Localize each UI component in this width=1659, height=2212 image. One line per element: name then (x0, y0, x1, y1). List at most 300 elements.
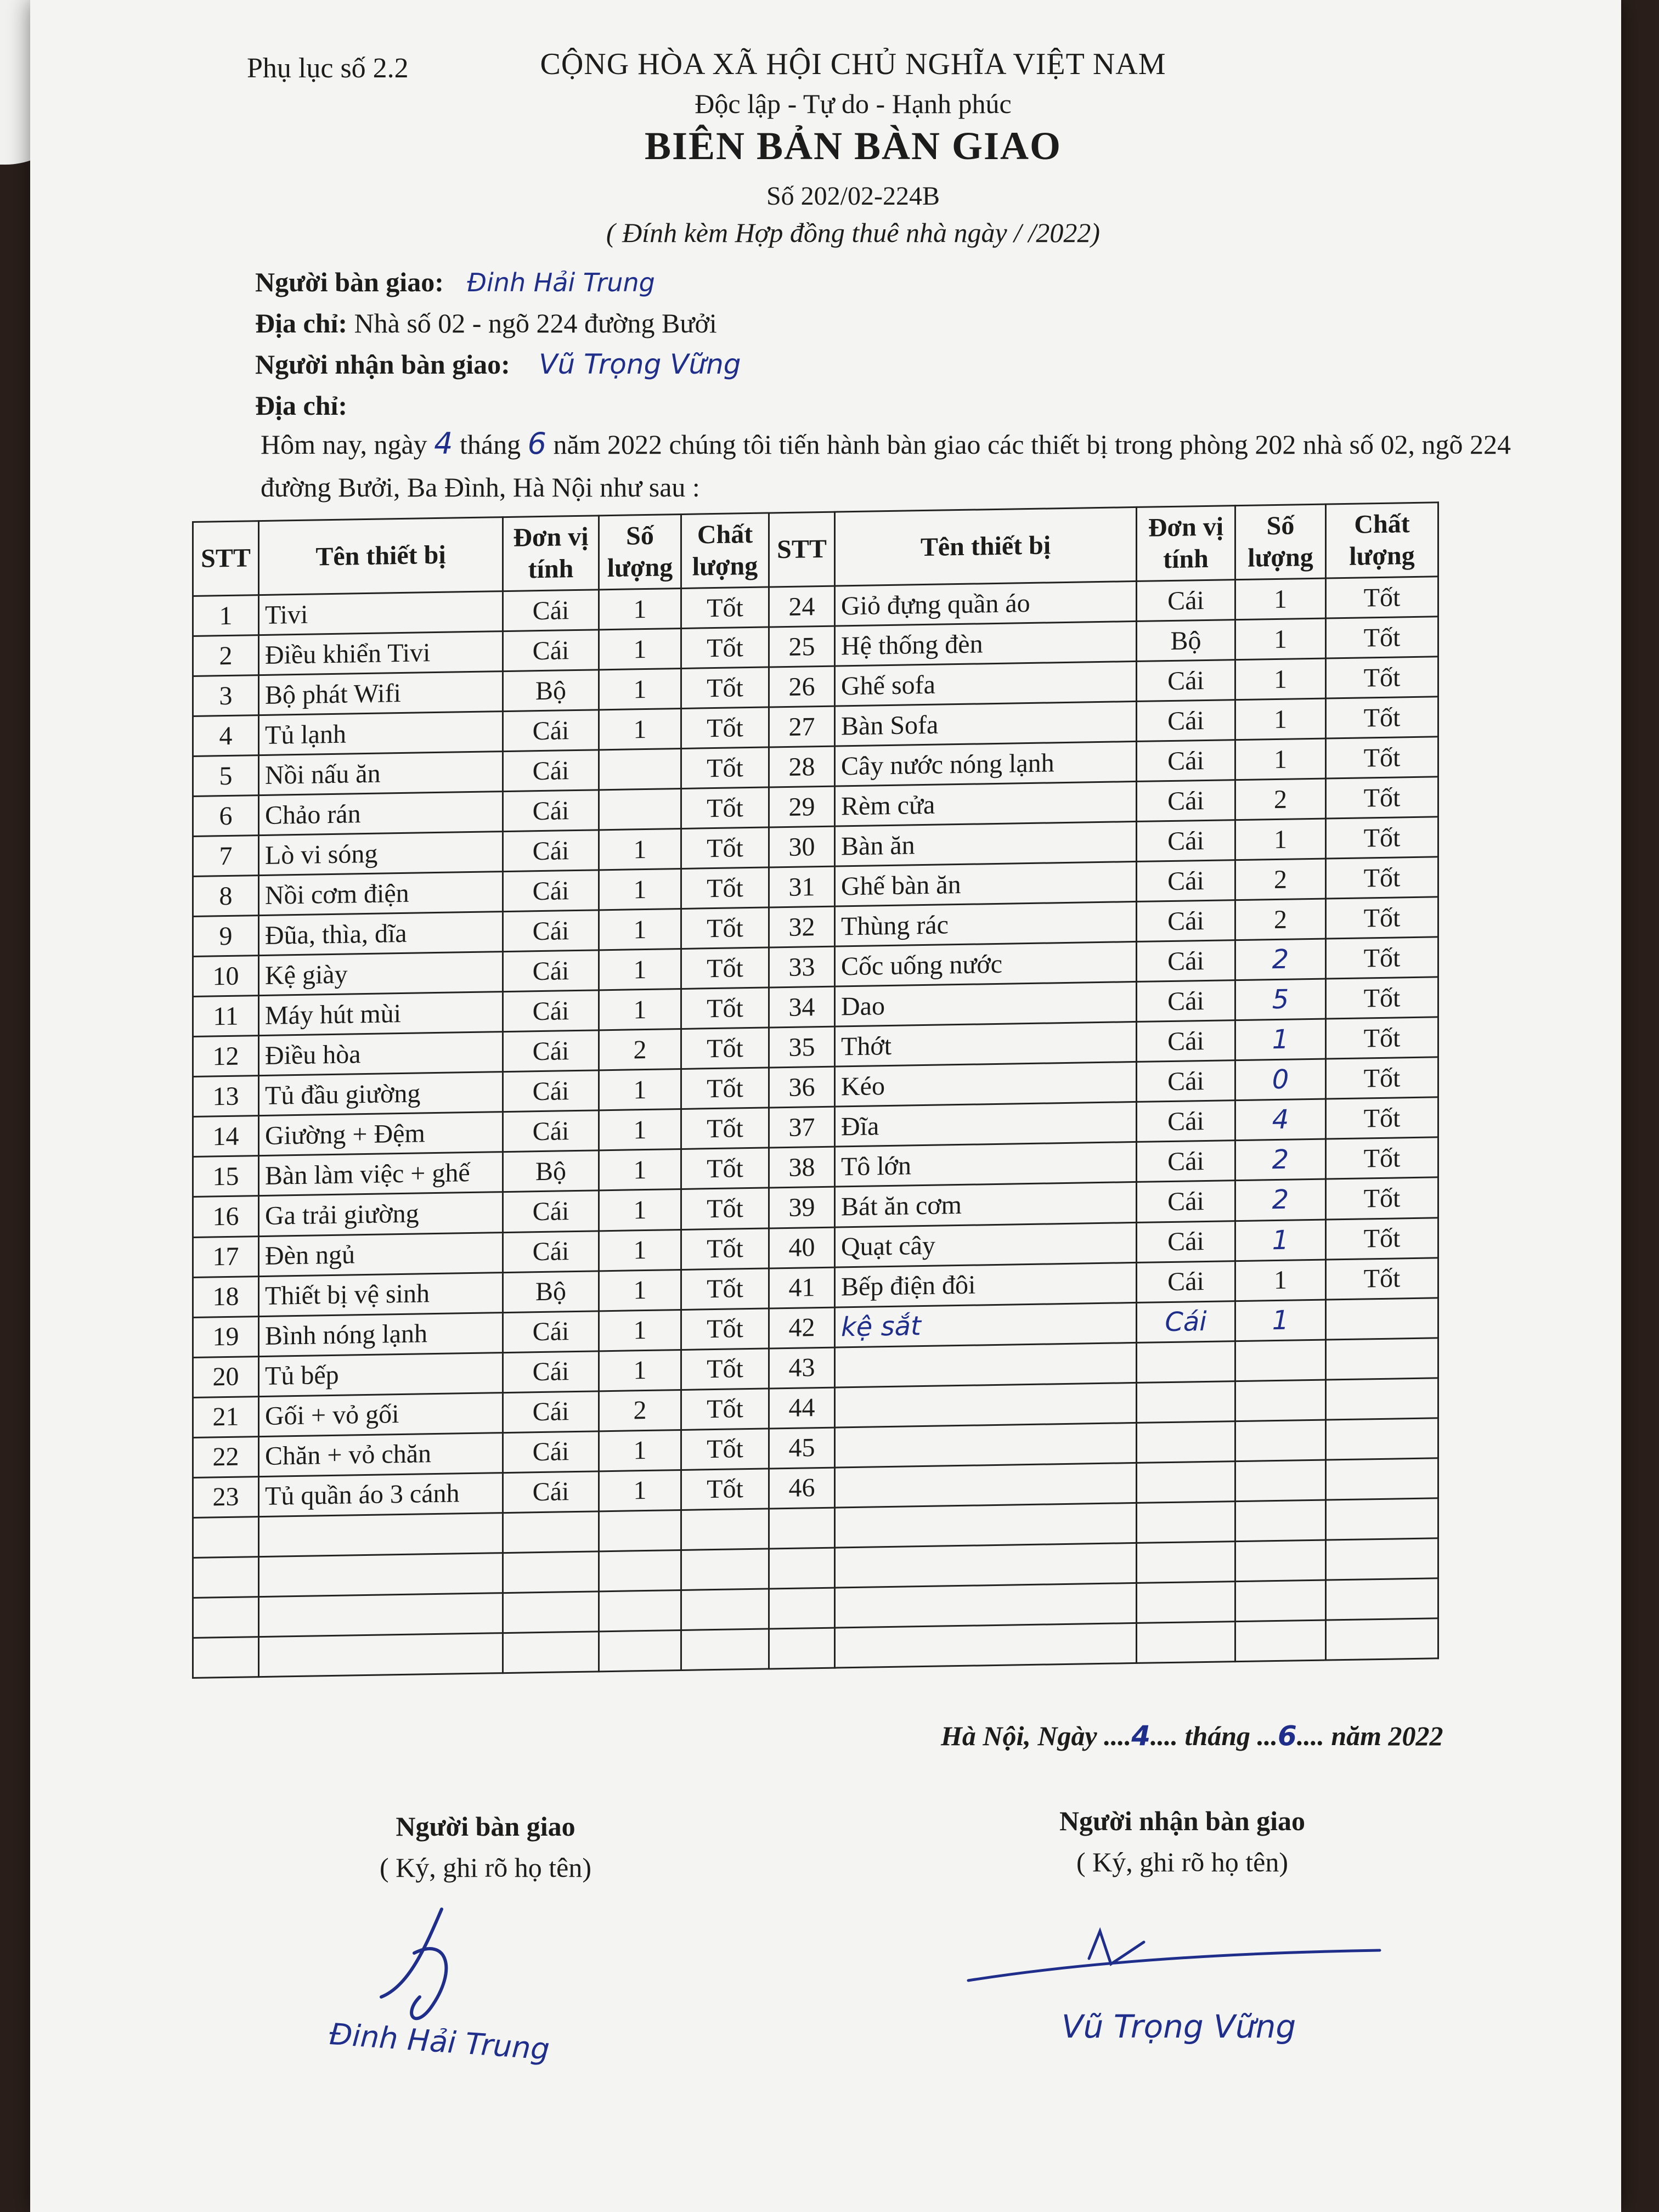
receiver-signature-icon (963, 1920, 1402, 1986)
cell-name-right: Dao (835, 982, 1137, 1027)
cell-name-left (259, 1633, 503, 1677)
cell-quality-right (1326, 1418, 1438, 1459)
cell-name-right (835, 1423, 1137, 1468)
giver-address: Nhà số 02 - ngõ 224 đường Bưởi (354, 308, 717, 338)
cell-name-left: Thiết bị vệ sinh (259, 1272, 503, 1316)
cell-stt-right: 46 (769, 1468, 835, 1509)
cell-stt-left: 14 (193, 1116, 259, 1157)
cell-unit-left: Cái (503, 1351, 599, 1392)
cell-stt-left: 3 (193, 675, 259, 716)
cell-unit-right (1137, 1341, 1235, 1383)
cell-stt-left: 17 (193, 1236, 259, 1277)
cell-qty-right (1235, 1380, 1326, 1421)
cell-quality-right (1326, 1538, 1438, 1580)
receiver-line (255, 348, 741, 380)
header-stt-left: STT (193, 521, 259, 596)
cell-stt-right: 40 (769, 1227, 835, 1268)
cell-name-right (835, 1383, 1137, 1427)
giver-signature-title: Người bàn giao (396, 1811, 575, 1842)
cell-qty-right (1235, 1420, 1326, 1462)
place-label: Hà Nội, Ngày (941, 1720, 1104, 1751)
cell-qty-left: 1 (599, 629, 681, 670)
cell-quality-left: Tốt (681, 1268, 769, 1310)
cell-name-left: Nồi nấu ăn (259, 752, 503, 795)
cell-name-right (835, 1503, 1137, 1548)
cell-unit-right: Cái (1137, 740, 1235, 782)
cell-qty-right: 2 (1235, 939, 1326, 980)
cell-name-right: Quạt cây (835, 1222, 1137, 1267)
intro-month-handwritten: 6 (527, 426, 546, 461)
giver-address-line (255, 307, 717, 339)
cell-qty-right: 4 (1235, 1099, 1326, 1141)
cell-name-right: Ghế bàn ăn (835, 862, 1137, 907)
cell-quality-left: Tốt (681, 707, 769, 749)
footer-month-handwritten: 6 (1278, 1720, 1297, 1752)
cell-quality-left: Tốt (681, 1308, 769, 1350)
cell-name-right: Cây nước nóng lạnh (835, 742, 1137, 787)
cell-qty-right (1235, 1340, 1326, 1381)
giver-label: Người bàn giao: (255, 267, 444, 297)
cell-name-left: Đũa, thìa, dĩa (259, 912, 503, 956)
cell-quality-right: Tốt (1326, 1257, 1438, 1299)
cell-quality-right: Tốt (1326, 1017, 1438, 1059)
cell-quality-right: Tốt (1326, 777, 1438, 819)
cell-qty-right: 2 (1235, 859, 1326, 900)
cell-qty-right (1235, 1620, 1326, 1662)
cell-stt-right: 25 (769, 626, 835, 667)
cell-stt-left (193, 1516, 259, 1558)
cell-quality-left: Tốt (681, 787, 769, 829)
cell-stt-left: 18 (193, 1276, 259, 1317)
giver-signature-icon (315, 1904, 601, 2090)
cell-quality-left: Tốt (681, 907, 769, 949)
table-body (193, 577, 1438, 1678)
cell-stt-right (769, 1508, 835, 1549)
cell-qty-left: 1 (599, 949, 681, 990)
cell-qty-left: 1 (599, 829, 681, 870)
cell-unit-left: Cái (503, 790, 599, 832)
cell-quality-left: Tốt (681, 1469, 769, 1510)
cell-unit-right (1137, 1501, 1235, 1543)
intro-text-3: năm 2022 chúng tôi tiến hành bàn giao các thiết bị trong phòng 202 nhà số 02, ngõ 224 đường Bưởi, Ba Đình, Hà Nội như sau : (261, 429, 1511, 503)
cell-stt-right: 24 (769, 586, 835, 627)
header-qty-left: Số lượng (599, 514, 681, 589)
national-title: CỘNG HÒA XÃ HỘI CHỦ NGHĨA VIỆT NAM (540, 47, 1166, 81)
cell-quality-left: Tốt (681, 827, 769, 869)
cell-quality-right (1326, 1378, 1438, 1419)
header-quality-right: Chất lượng (1326, 503, 1438, 578)
cell-name-right: Bát ăn cơm (835, 1182, 1137, 1227)
cell-name-right (835, 1463, 1137, 1508)
cell-qty-right: 2 (1235, 778, 1326, 820)
cell-quality-left: Tốt (681, 1228, 769, 1269)
cell-quality-left: Tốt (681, 1068, 769, 1109)
cell-unit-right: Bộ (1137, 620, 1235, 662)
cell-name-left: Đèn ngủ (259, 1232, 503, 1276)
cell-qty-right (1235, 1580, 1326, 1622)
cell-quality-right (1326, 1297, 1438, 1339)
cell-name-left: Kệ giày (259, 952, 503, 996)
cell-stt-left: 19 (193, 1316, 259, 1357)
cell-quality-right: Tốt (1326, 617, 1438, 658)
cell-quality-right: Tốt (1326, 1177, 1438, 1219)
cell-stt-left (193, 1556, 259, 1598)
cell-quality-right (1326, 1618, 1438, 1660)
cell-quality-left: Tốt (681, 627, 769, 669)
cell-name-left (259, 1553, 503, 1596)
cell-qty-left: 1 (599, 909, 681, 950)
cell-stt-right: 32 (769, 906, 835, 947)
cell-name-left: Ga trải giường (259, 1192, 503, 1236)
cell-unit-left: Cái (503, 630, 599, 672)
cell-unit-right: Cái (1137, 860, 1235, 902)
cell-qty-left (599, 1590, 681, 1631)
cell-quality-right: Tốt (1326, 897, 1438, 939)
cell-quality-left (681, 1509, 769, 1550)
cell-quality-left: Tốt (681, 867, 769, 909)
intro-text-2: tháng (460, 429, 521, 460)
cell-quality-right: Tốt (1326, 857, 1438, 899)
receiver-address-line (255, 390, 347, 421)
cell-name-left: Gối + vỏ gối (259, 1392, 503, 1436)
cell-quality-left: Tốt (681, 747, 769, 789)
cell-unit-right: Cái (1137, 580, 1235, 622)
cell-name-right: Rèm cửa (835, 782, 1137, 827)
cell-unit-left: Cái (503, 1110, 599, 1152)
cell-unit-left (503, 1592, 599, 1633)
cell-unit-right (1137, 1381, 1235, 1423)
cell-qty-right: 2 (1235, 1180, 1326, 1221)
cell-unit-right: Cái (1137, 1221, 1235, 1262)
cell-unit-right: Cái (1137, 1181, 1235, 1222)
cell-stt-left (193, 1596, 259, 1638)
cell-unit-left: Cái (503, 1431, 599, 1473)
cell-stt-left (193, 1637, 259, 1678)
cell-qty-left: 1 (599, 1269, 681, 1311)
cell-unit-left: Cái (503, 1190, 599, 1232)
cell-unit-left: Cái (503, 990, 599, 1032)
cell-qty-left: 1 (599, 1189, 681, 1231)
cell-stt-left: 10 (193, 956, 259, 997)
cell-stt-left: 22 (193, 1436, 259, 1477)
cell-stt-left: 7 (193, 836, 259, 877)
cell-name-left: Chảo rán (259, 792, 503, 836)
cell-quality-right: Tốt (1326, 817, 1438, 859)
cell-quality-right: Tốt (1326, 1137, 1438, 1179)
cell-quality-left: Tốt (681, 1429, 769, 1470)
cell-unit-left: Cái (503, 750, 599, 792)
cell-quality-left (681, 1549, 769, 1590)
cell-qty-right (1235, 1460, 1326, 1502)
cell-stt-right: 36 (769, 1066, 835, 1108)
cell-unit-right (1137, 1461, 1235, 1503)
cell-stt-left: 2 (193, 635, 259, 676)
giver-signature-note: ( Ký, ghi rõ họ tên) (379, 1852, 592, 1883)
cell-stt-left: 16 (193, 1196, 259, 1237)
cell-name-left: Bình nóng lạnh (259, 1312, 503, 1356)
cell-stt-right: 35 (769, 1026, 835, 1068)
cell-stt-left: 1 (193, 595, 259, 636)
cell-quality-right: Tốt (1326, 657, 1438, 698)
cell-name-left: Tivi (259, 591, 503, 635)
cell-qty-left: 1 (599, 669, 681, 710)
cell-name-left: Bàn làm việc + ghế (259, 1152, 503, 1196)
cell-qty-right: 2 (1235, 1139, 1326, 1181)
cell-name-left: Máy hút mùi (259, 992, 503, 1036)
cell-qty-left (599, 1510, 681, 1551)
footer-day-handwritten: 4 (1131, 1720, 1150, 1752)
cell-stt-left: 5 (193, 755, 259, 797)
cell-unit-right: Cái (1137, 1101, 1235, 1142)
intro-text-1: Hôm nay, ngày (261, 429, 427, 460)
header-unit-left: Đơn vị tính (503, 516, 599, 591)
cell-stt-right: 38 (769, 1147, 835, 1188)
giver-line (255, 266, 655, 298)
header-name-right: Tên thiết bị (835, 507, 1137, 586)
cell-name-left (259, 1593, 503, 1637)
cell-name-left: Tủ bếp (259, 1352, 503, 1396)
cell-quality-left (681, 1589, 769, 1630)
cell-stt-right: 27 (769, 706, 835, 747)
cell-unit-right: Cái (1137, 940, 1235, 982)
receiver-signature-name: Vũ Trọng Vững (1062, 2008, 1296, 2045)
cell-name-left: Giường + Đệm (259, 1112, 503, 1156)
cell-name-right: Kéo (835, 1062, 1137, 1107)
cell-qty-right: 1 (1235, 698, 1326, 740)
cell-quality-left (681, 1629, 769, 1671)
handover-table (192, 501, 1439, 1679)
cell-qty-left: 1 (599, 1109, 681, 1150)
cell-unit-left (503, 1511, 599, 1553)
cell-quality-left: Tốt (681, 587, 769, 629)
cell-qty-left: 1 (599, 989, 681, 1030)
receiver-signature-title: Người nhận bàn giao (1059, 1805, 1306, 1836)
cell-stt-right: 44 (769, 1387, 835, 1429)
cell-name-left: Tủ quần áo 3 cánh (259, 1472, 503, 1516)
cell-qty-right: 1 (1235, 578, 1326, 620)
cell-unit-right (1137, 1581, 1235, 1623)
cell-name-left: Bộ phát Wifi (259, 672, 503, 715)
cell-stt-right: 31 (769, 866, 835, 907)
cell-unit-right: Cái (1137, 1020, 1235, 1062)
cell-name-right: Thớt (835, 1022, 1137, 1067)
cell-stt-left: 13 (193, 1076, 259, 1117)
cell-qty-right: 5 (1235, 979, 1326, 1020)
cell-stt-right (769, 1588, 835, 1629)
cell-unit-left: Cái (503, 710, 599, 752)
appendix-label: Phụ lục số 2.2 (247, 53, 409, 84)
cell-unit-right: Cái (1137, 900, 1235, 942)
cell-stt-right: 26 (769, 666, 835, 707)
cell-quality-right (1326, 1338, 1438, 1379)
header-quality-left: Chất lượng (681, 513, 769, 589)
cell-unit-left: Cái (503, 1471, 599, 1513)
cell-quality-right (1326, 1458, 1438, 1500)
cell-quality-right: Tốt (1326, 1057, 1438, 1099)
cell-unit-left (503, 1632, 599, 1673)
cell-stt-left: 4 (193, 715, 259, 757)
cell-quality-left: Tốt (681, 1188, 769, 1229)
cell-unit-right: Cái (1137, 980, 1235, 1022)
cell-quality-right: Tốt (1326, 1097, 1438, 1139)
cell-stt-left: 23 (193, 1476, 259, 1517)
cell-qty-right: 0 (1235, 1059, 1326, 1101)
cell-qty-left (599, 1550, 681, 1591)
cell-qty-right: 1 (1235, 618, 1326, 660)
cell-qty-right: 1 (1235, 1260, 1326, 1301)
cell-unit-right: Cái (1137, 1301, 1235, 1342)
cell-name-right: Thùng rác (835, 902, 1137, 947)
footer-year: năm 2022 (1324, 1720, 1443, 1751)
cell-name-left: Lò vi sóng (259, 832, 503, 876)
cell-quality-left: Tốt (681, 667, 769, 709)
cell-stt-right: 41 (769, 1267, 835, 1308)
receiver-address-label: Địa chỉ: (255, 390, 348, 421)
cell-name-right: Tô lớn (835, 1142, 1137, 1187)
cell-unit-left: Cái (503, 1391, 599, 1432)
cell-qty-left: 1 (599, 1470, 681, 1511)
cell-unit-right (1137, 1421, 1235, 1463)
cell-quality-right (1326, 1498, 1438, 1540)
cell-qty-left: 1 (599, 1310, 681, 1351)
cell-unit-right: Cái (1137, 1060, 1235, 1102)
cell-qty-left (599, 749, 681, 790)
cell-quality-left: Tốt (681, 1148, 769, 1189)
cell-stt-left: 11 (193, 996, 259, 1037)
cell-stt-right: 42 (769, 1307, 835, 1348)
cell-stt-right (769, 1548, 835, 1589)
cell-qty-left: 1 (599, 1229, 681, 1271)
cell-qty-left: 1 (599, 1350, 681, 1391)
cell-unit-right: Cái (1137, 1261, 1235, 1302)
cell-quality-right: Tốt (1326, 577, 1438, 618)
cell-name-left: Chăn + vỏ chăn (259, 1432, 503, 1476)
cell-name-right (835, 1543, 1137, 1588)
cell-qty-right: 1 (1235, 658, 1326, 700)
cell-name-right: kệ sắt (835, 1302, 1137, 1347)
cell-unit-right: Cái (1137, 660, 1235, 702)
cell-name-left (259, 1513, 503, 1556)
cell-stt-right: 28 (769, 746, 835, 787)
cell-quality-left: Tốt (681, 1348, 769, 1390)
header-qty-right: Số lượng (1235, 504, 1326, 580)
intro-day-handwritten: 4 (434, 426, 453, 461)
cell-qty-right: 1 (1235, 1300, 1326, 1341)
document-number: Số 202/02-224B (766, 182, 940, 211)
cell-unit-left: Cái (503, 830, 599, 872)
cell-qty-left: 1 (599, 588, 681, 629)
cell-unit-left: Cái (503, 590, 599, 631)
giver-signature-name: Đinh Hải Trung (328, 2017, 551, 2067)
cell-quality-right: Tốt (1326, 977, 1438, 1019)
cell-name-left: Điều hòa (259, 1032, 503, 1076)
giver-name-handwritten: Đinh Hải Trung (467, 268, 655, 297)
cell-stt-left: 20 (193, 1356, 259, 1397)
cell-stt-right: 30 (769, 826, 835, 867)
cell-name-left: Tủ đầu giường (259, 1072, 503, 1116)
cell-quality-right: Tốt (1326, 697, 1438, 738)
cell-stt-left: 15 (193, 1156, 259, 1197)
cell-stt-right: 34 (769, 986, 835, 1028)
cell-unit-left: Cái (503, 910, 599, 952)
cell-qty-left: 1 (599, 1430, 681, 1471)
cell-name-right (835, 1623, 1137, 1668)
receiver-signature-note: ( Ký, ghi rõ họ tên) (1076, 1847, 1289, 1877)
cell-qty-left (599, 789, 681, 830)
cell-qty-left: 2 (599, 1390, 681, 1431)
cell-unit-right: Cái (1137, 780, 1235, 822)
place-date: Hà Nội, Ngày ....4.... tháng ...6.... năm 2022 (941, 1720, 1443, 1752)
cell-qty-left: 1 (599, 1149, 681, 1190)
cell-name-right (835, 1583, 1137, 1628)
cell-qty-left: 1 (599, 869, 681, 910)
cell-unit-left: Cái (503, 870, 599, 912)
cell-stt-left: 9 (193, 916, 259, 957)
cell-name-left: Điều khiển Tivi (259, 631, 503, 675)
cell-unit-left: Cái (503, 1070, 599, 1112)
cell-stt-right: 39 (769, 1187, 835, 1228)
cell-quality-right (1326, 1578, 1438, 1620)
cell-qty-left: 2 (599, 1029, 681, 1070)
cell-quality-left: Tốt (681, 1028, 769, 1069)
cell-name-right (835, 1342, 1137, 1387)
cell-quality-left: Tốt (681, 947, 769, 989)
cell-qty-right (1235, 1540, 1326, 1582)
cell-qty-left: 1 (599, 709, 681, 750)
cell-unit-left: Cái (503, 1231, 599, 1272)
cell-stt-left: 12 (193, 1036, 259, 1077)
cell-qty-right: 1 (1235, 819, 1326, 860)
cell-stt-left: 8 (193, 876, 259, 917)
header-name-left: Tên thiết bị (259, 517, 503, 595)
cell-name-right: Bàn ăn (835, 822, 1137, 867)
cell-unit-right: Cái (1137, 700, 1235, 742)
cell-unit-left: Cái (503, 1311, 599, 1352)
cell-name-right: Bếp điện đôi (835, 1262, 1137, 1307)
cell-name-right: Cốc uống nước (835, 942, 1137, 987)
cell-unit-left: Bộ (503, 670, 599, 712)
cell-name-right: Đĩa (835, 1102, 1137, 1147)
address-label: Địa chỉ: (255, 308, 348, 338)
cell-qty-right: 1 (1235, 1019, 1326, 1060)
footer-month-label: tháng (1178, 1720, 1257, 1751)
header-stt-right: STT (769, 512, 835, 587)
cell-quality-left: Tốt (681, 1108, 769, 1149)
cell-quality-right: Tốt (1326, 737, 1438, 778)
cell-quality-right: Tốt (1326, 937, 1438, 979)
cell-unit-right: Cái (1137, 1141, 1235, 1182)
document-title: BIÊN BẢN BÀN GIAO (644, 124, 1062, 168)
cell-qty-right: 1 (1235, 1220, 1326, 1261)
cell-name-right: Bàn Sofa (835, 702, 1137, 747)
cell-unit-left: Cái (503, 1030, 599, 1072)
cell-quality-left: Tốt (681, 988, 769, 1029)
document-page (30, 0, 1621, 2212)
national-motto: Độc lập - Tự do - Hạnh phúc (695, 88, 1012, 119)
cell-name-left: Nồi cơm điện (259, 872, 503, 916)
intro-paragraph (261, 422, 1522, 509)
cell-quality-left: Tốt (681, 1389, 769, 1430)
cell-stt-right: 45 (769, 1427, 835, 1469)
cell-qty-left (599, 1630, 681, 1672)
cell-stt-right: 43 (769, 1347, 835, 1389)
cell-unit-left: Bộ (503, 1150, 599, 1192)
receiver-name-handwritten: Vũ Trọng Vững (539, 348, 741, 380)
cell-unit-right (1137, 1541, 1235, 1583)
cell-qty-right: 2 (1235, 899, 1326, 940)
cell-unit-right (1137, 1621, 1235, 1663)
cell-qty-left: 1 (599, 1069, 681, 1110)
